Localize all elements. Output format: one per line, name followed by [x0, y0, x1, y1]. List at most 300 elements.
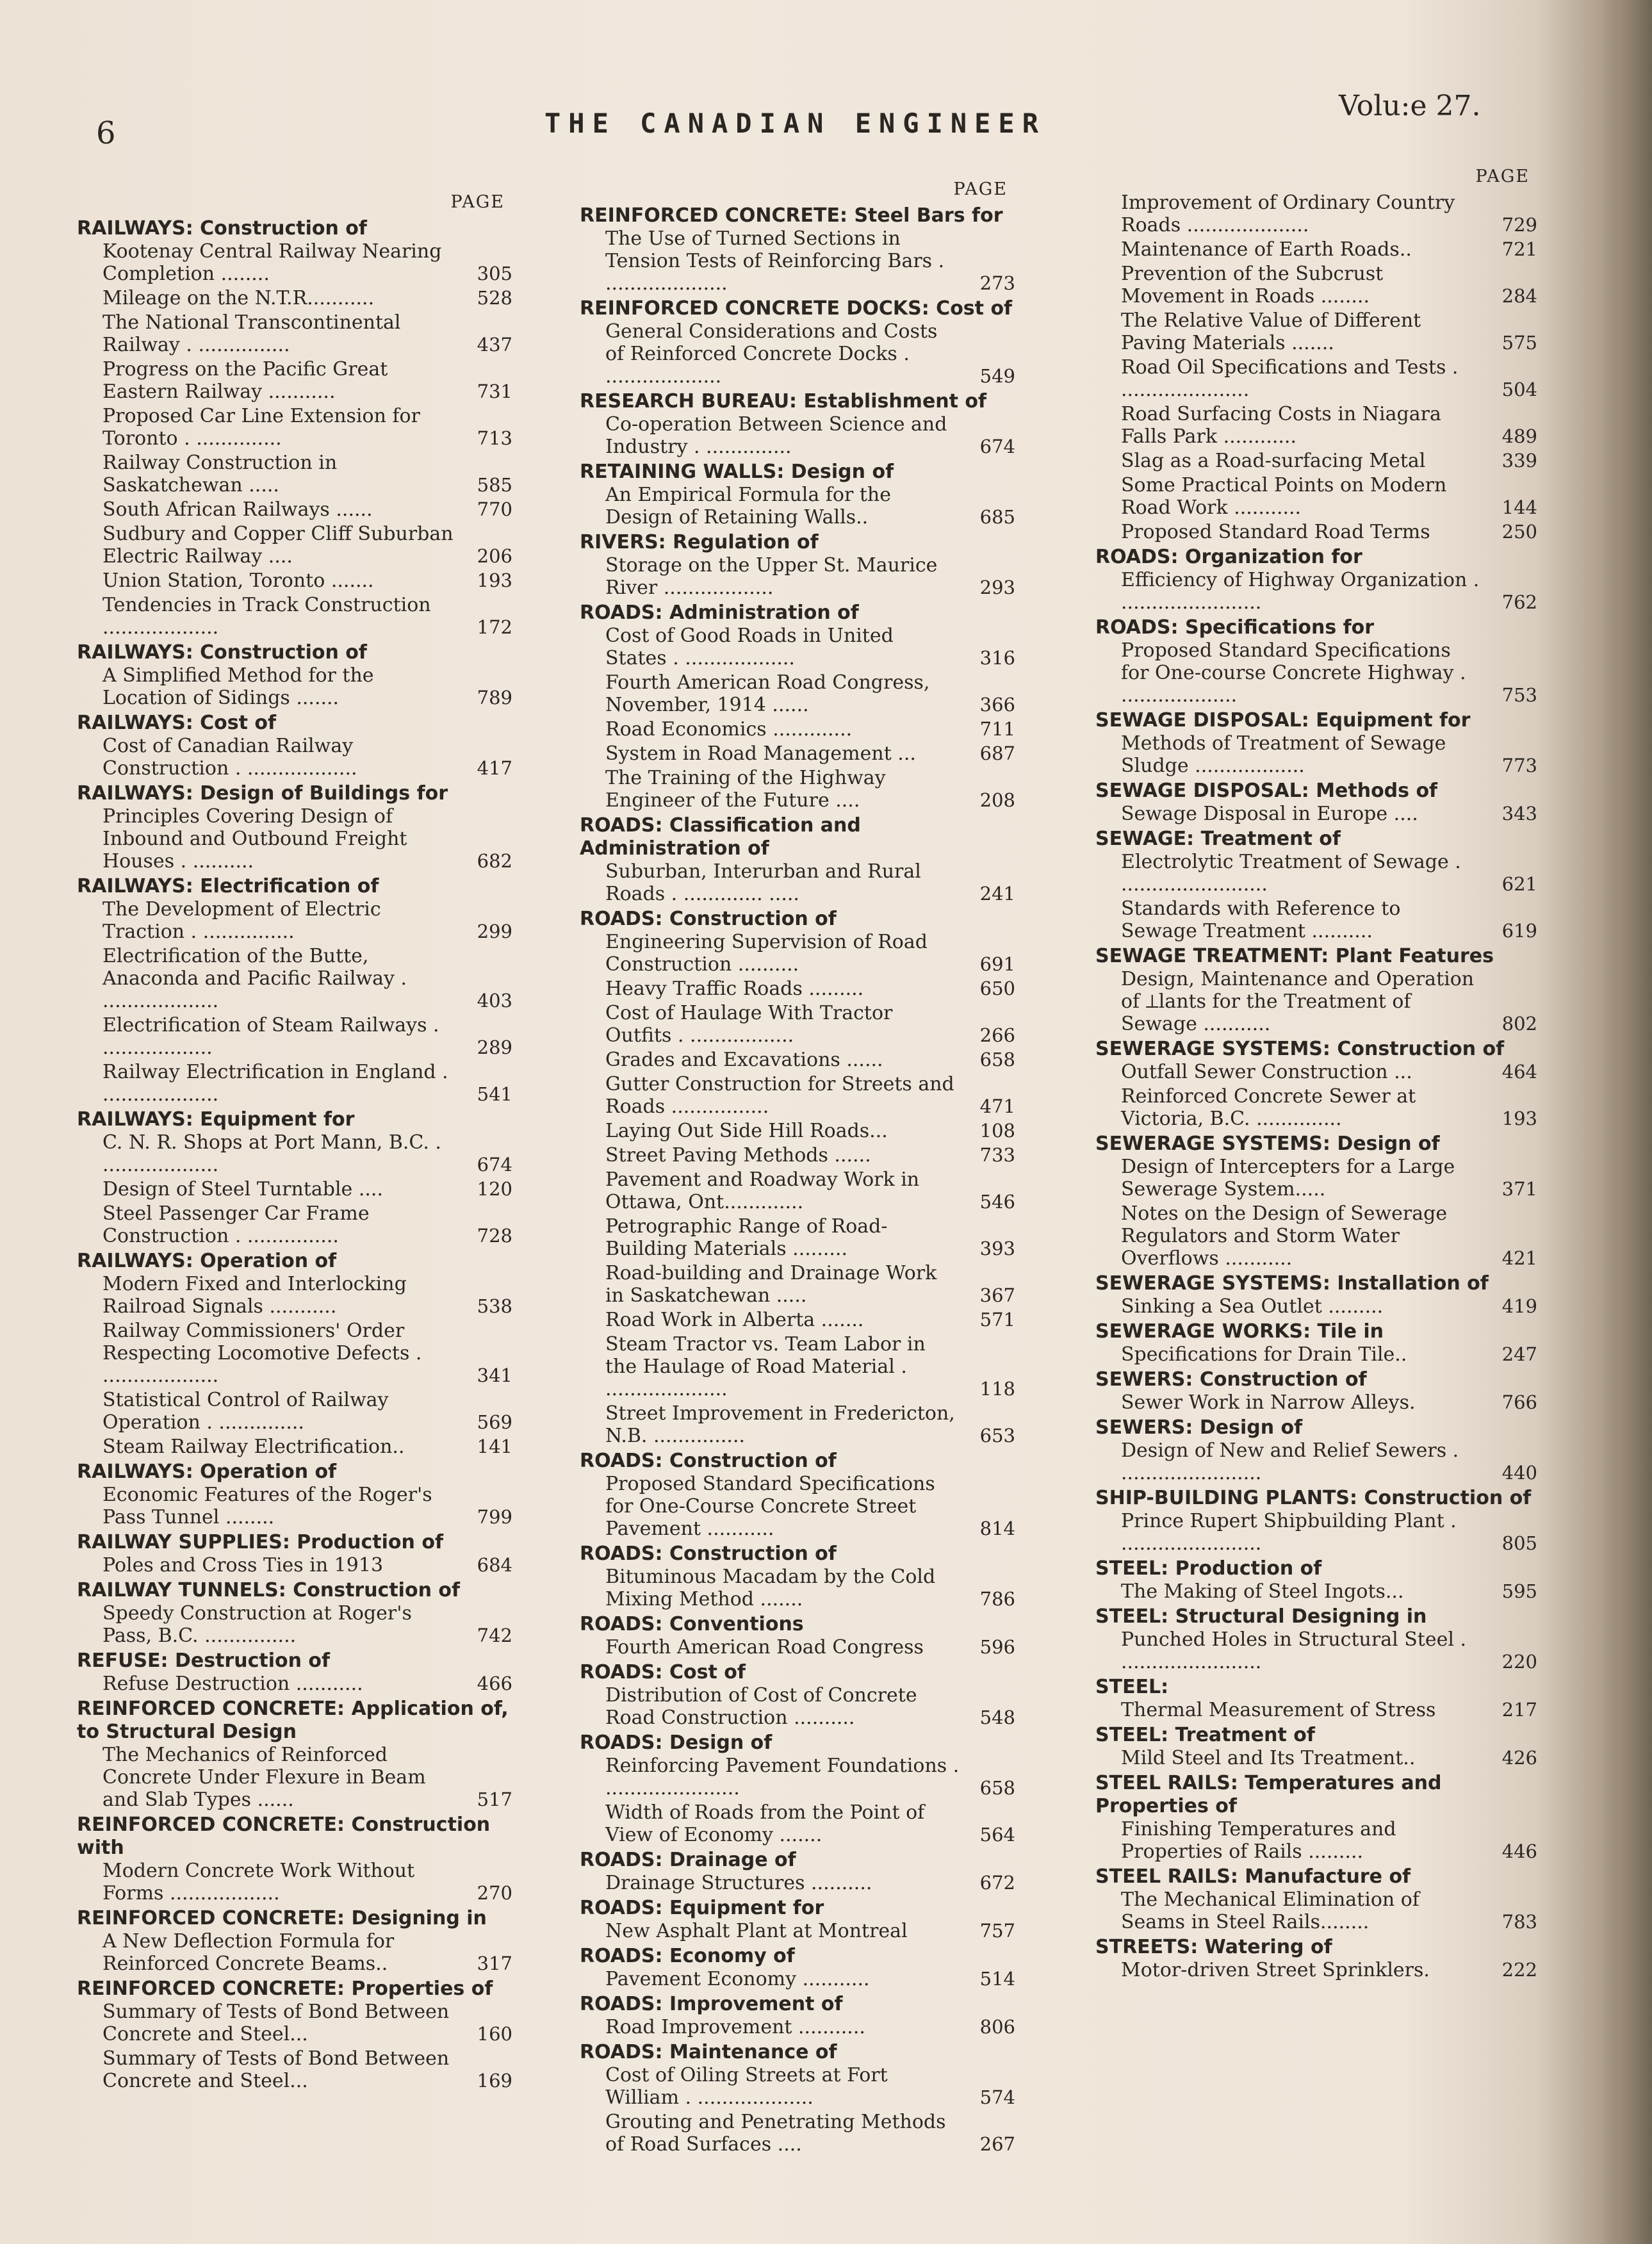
index-heading: REINFORCED CONCRETE DOCKS: Cost of: [580, 297, 1013, 320]
index-entry: [580, 1801, 1015, 1846]
entry-page-number: 789: [477, 687, 512, 708]
entry-page-number: 742: [477, 1625, 512, 1646]
index-entry: [580, 1144, 1015, 1167]
index-entry: [1095, 1888, 1537, 1933]
index-entry: [580, 767, 1015, 812]
entry-title: Road Surfacing Costs in Niagara Falls Park ............: [1121, 403, 1441, 448]
entry-title: Railway Construction in Saskatchewan .....: [102, 452, 338, 496]
index-entry: [580, 1473, 1015, 1540]
index-entry: [77, 1860, 512, 1904]
volume-label: Volu:e 27.: [1339, 90, 1481, 122]
index-entry: [77, 498, 512, 521]
entry-page-number: 783: [1501, 1911, 1537, 1933]
entry-page-number: 316: [979, 647, 1015, 669]
entry-title: Proposed Standard Road Terms: [1121, 521, 1430, 543]
index-heading: ROADS: Organization for: [1095, 546, 1362, 568]
entry-page-number: 371: [1501, 1178, 1537, 1200]
entry-page-number: 250: [1501, 521, 1537, 543]
index-column-2: [580, 179, 1015, 2158]
entry-title: Summary of Tests of Bond Between Concrete and Steel...: [102, 2047, 450, 2092]
entry-page-number: 619: [1501, 920, 1537, 942]
index-entry: [580, 554, 1015, 599]
entry-page-number: 753: [1501, 684, 1537, 706]
index-entry: [77, 805, 512, 872]
entry-title: Proposed Standard Specifications for One-course Concrete Highway . ...................: [1121, 639, 1466, 707]
index-heading: RAILWAYS: Construction of: [77, 217, 367, 240]
index-entry: [1095, 1959, 1537, 1981]
entry-title: Reinforcing Pavement Foundations . ......................: [605, 1755, 960, 1799]
entry-title: Laying Out Side Hill Roads...: [605, 1120, 888, 1142]
index-heading: STEEL: Treatment of: [1095, 1724, 1315, 1746]
entry-title: South African Railways ......: [102, 498, 373, 521]
index-heading: RAILWAY TUNNELS: Construction of: [77, 1579, 461, 1601]
entry-page-number: 144: [1501, 496, 1537, 518]
index-heading: STEEL:: [1095, 1676, 1169, 1698]
index-entry: [77, 452, 512, 496]
journal-title: THE CANADIAN ENGINEER: [544, 108, 1047, 139]
entry-page-number: 426: [1501, 1747, 1537, 1769]
entry-title: Fourth American Road Congress: [605, 1636, 924, 1658]
entry-title: Cost of Canadian Railway Construction . ..................: [102, 735, 357, 780]
index-heading: RAILWAYS: Cost of: [77, 712, 277, 734]
entry-title: Improvement of Ordinary Country Roads ....................: [1121, 192, 1455, 236]
index-heading: SEWAGE DISPOSAL: Equipment for: [1095, 709, 1471, 732]
index-heading: REINFORCED CONCRETE: Designing in: [77, 1907, 487, 1929]
index-entry: [580, 2016, 1015, 2038]
index-entry: [1095, 474, 1537, 519]
index-heading: SEWAGE DISPOSAL: Methods of: [1095, 780, 1438, 802]
entry-page-number: 222: [1501, 1959, 1537, 1981]
entry-page-number: 270: [477, 1882, 512, 1904]
entry-page-number: 575: [1501, 332, 1537, 354]
entry-page-number: 814: [979, 1518, 1015, 1539]
entry-title: Gutter Construction for Streets and Roads ................: [605, 1073, 954, 1118]
index-heading: RAILWAYS: Electrification of: [77, 875, 379, 897]
entry-page-number: 160: [477, 2023, 512, 2045]
index-entry: [580, 1402, 1015, 1447]
entry-page-number: 728: [477, 1225, 512, 1247]
entry-title: Outfall Sewer Construction ...: [1121, 1061, 1412, 1083]
index-entry: [580, 484, 1015, 528]
entry-title: Sinking a Sea Outlet .........: [1121, 1295, 1384, 1318]
entry-title: Road Oil Specifications and Tests . .....................: [1121, 356, 1459, 401]
index-heading: RAILWAYS: Design of Buildings for: [77, 782, 448, 805]
entry-page-number: 417: [477, 757, 512, 779]
entry-page-number: 799: [477, 1506, 512, 1528]
entry-title: Refuse Destruction ...........: [102, 1673, 363, 1695]
entry-title: Steam Railway Electrification..: [102, 1436, 405, 1458]
entry-title: Steel Passenger Car Frame Construction . ...............: [102, 1202, 370, 1247]
entry-page-number: 687: [979, 742, 1015, 764]
index-entry: [1095, 238, 1537, 261]
index-entry: [77, 1061, 512, 1106]
entry-page-number: 299: [477, 921, 512, 942]
index-entry: [77, 2001, 512, 2045]
entry-title: The Mechanical Elimination of Seams in Steel Rails........: [1121, 1888, 1419, 1933]
entry-page-number: 596: [979, 1636, 1015, 1658]
index-heading: REFUSE: Destruction of: [77, 1650, 331, 1672]
index-heading: RAILWAYS: Equipment for: [77, 1108, 355, 1131]
entry-title: Kootenay Central Railway Nearing Completion ........: [102, 240, 442, 285]
entry-title: The Relative Value of Different Paving Materials .......: [1121, 309, 1421, 354]
index-entry: [1095, 1391, 1537, 1414]
entry-page-number: 674: [477, 1154, 512, 1175]
entry-page-number: 517: [477, 1789, 512, 1810]
index-entry: [77, 1131, 512, 1176]
index-column-1: [77, 192, 512, 2094]
page-column-label: PAGE: [450, 192, 505, 212]
entry-title: Proposed Standard Specifications for One-Course Concrete Street Pavement ...........: [605, 1473, 935, 1540]
entry-page-number: 528: [477, 287, 512, 309]
index-entry: [1095, 309, 1537, 354]
entry-page-number: 541: [477, 1083, 512, 1105]
index-entry: [77, 1178, 512, 1200]
entry-title: Co-operation Between Science and Industry . ..............: [605, 413, 947, 458]
entry-title: Statistical Control of Railway Operation . ..............: [102, 1389, 389, 1434]
index-entry: [77, 1273, 512, 1318]
entry-title: Fourth American Road Congress, November, 1914 ......: [605, 671, 930, 716]
entry-page-number: 549: [979, 365, 1015, 387]
index-entry: [580, 1262, 1015, 1307]
entry-title: The Development of Electric Traction . ...............: [102, 898, 381, 943]
index-entry: [1095, 356, 1537, 401]
page-number: 6: [96, 115, 116, 151]
entry-page-number: 650: [979, 978, 1015, 999]
index-entry: [580, 413, 1015, 458]
entry-title: Poles and Cross Ties in 1913: [102, 1554, 384, 1577]
entry-title: Maintenance of Earth Roads..: [1121, 238, 1412, 261]
index-heading: REINFORCED CONCRETE: Properties of: [77, 1978, 493, 2000]
entry-page-number: 118: [979, 1378, 1015, 1400]
entry-page-number: 721: [1501, 238, 1537, 260]
index-entry: [77, 1202, 512, 1247]
entry-title: Drainage Structures ..........: [605, 1872, 872, 1894]
entry-page-number: 343: [1501, 803, 1537, 824]
entry-page-number: 564: [979, 1824, 1015, 1846]
entry-page-number: 672: [979, 1872, 1015, 1894]
entry-page-number: 569: [477, 1411, 512, 1433]
index-heading: STEEL RAILS: Manufacture of: [1095, 1865, 1411, 1888]
index-entry: [77, 1554, 512, 1577]
entry-title: Engineering Supervision of Road Construction ..........: [605, 931, 928, 976]
entry-page-number: 293: [979, 577, 1015, 598]
index-heading: ROADS: Conventions: [580, 1613, 804, 1635]
entry-page-number: 437: [477, 334, 512, 356]
index-entry: [1095, 450, 1537, 472]
entry-page-number: 273: [979, 272, 1015, 294]
index-heading: REINFORCED CONCRETE: Construction with: [77, 1814, 491, 1859]
entry-title: Progress on the Pacific Great Eastern Railway ...........: [102, 358, 388, 403]
index-entry: [77, 945, 512, 1012]
index-entry: [580, 625, 1015, 669]
index-entry: [580, 1684, 1015, 1729]
entry-title: Distribution of Cost of Concrete Road Construction ..........: [605, 1684, 917, 1729]
entry-title: The Use of Turned Sections in Tension Tests of Reinforcing Bars . ....................: [605, 227, 945, 295]
index-heading: SEWERS: Design of: [1095, 1416, 1303, 1439]
entry-page-number: 169: [477, 2070, 512, 2092]
index-heading: ROADS: Administration of: [580, 602, 859, 624]
index-entry: [580, 227, 1015, 295]
entry-title: Design of Steel Turntable ....: [102, 1178, 383, 1200]
entry-title: Speedy Construction at Roger's Pass, B.C. ...............: [102, 1602, 412, 1647]
index-heading: ROADS: Equipment for: [580, 1897, 824, 1919]
entry-title: Thermal Measurement of Stress: [1121, 1699, 1436, 1721]
index-heading: ROADS: Construction of: [580, 908, 837, 930]
entry-page-number: 733: [979, 1144, 1015, 1166]
index-entry: [77, 735, 512, 780]
index-heading: SHIP-BUILDING PLANTS: Construction of: [1095, 1487, 1532, 1509]
entry-title: Motor-driven Street Sprinklers.: [1121, 1959, 1430, 1981]
index-heading: STEEL: Production of: [1095, 1557, 1322, 1580]
entry-title: Sewage Disposal in Europe ....: [1121, 803, 1418, 825]
index-heading: RAILWAYS: Construction of: [77, 641, 367, 664]
entry-title: Finishing Temperatures and Properties of Rails .........: [1121, 1818, 1396, 1863]
entry-page-number: 786: [979, 1588, 1015, 1610]
entry-title: Street Paving Methods ......: [605, 1144, 871, 1167]
page-column-label: PAGE: [1475, 167, 1530, 186]
entry-title: Notes on the Design of Sewerage Regulators and Storm Water Overflows ...........: [1121, 1202, 1448, 1270]
index-entry: [1095, 1747, 1537, 1769]
entry-title: Slag as a Road-surfacing Metal: [1121, 450, 1426, 472]
entry-page-number: 653: [979, 1425, 1015, 1446]
index-heading: ROADS: Construction of: [580, 1450, 837, 1472]
index-heading: REINFORCED CONCRETE: Application of, to Structural Design: [77, 1698, 509, 1743]
entry-page-number: 713: [477, 427, 512, 449]
entry-page-number: 805: [1501, 1532, 1537, 1554]
index-heading: ROADS: Classification and Administration of: [580, 814, 861, 860]
entry-title: Road-building and Drainage Work in Saskatchewan .....: [605, 1262, 937, 1307]
entry-title: Heavy Traffic Roads .........: [605, 978, 864, 1000]
index-entry: [77, 664, 512, 709]
entry-title: Road Work in Alberta .......: [605, 1309, 864, 1331]
index-entry: [580, 1073, 1015, 1118]
entry-page-number: 241: [979, 883, 1015, 905]
entry-page-number: 266: [979, 1024, 1015, 1046]
entry-page-number: 548: [979, 1707, 1015, 1728]
entry-title: A New Deflection Formula for Reinforced Concrete Beams..: [102, 1930, 395, 1975]
entry-page-number: 571: [979, 1309, 1015, 1331]
entry-title: Tendencies in Track Construction ...................: [102, 594, 431, 639]
entry-title: Bituminous Macadam by the Cold Mixing Method .......: [605, 1566, 936, 1610]
index-heading: RIVERS: Regulation of: [580, 531, 819, 553]
index-entry: [1095, 1439, 1537, 1484]
index-entry: [1095, 1818, 1537, 1863]
index-heading: SEWERAGE SYSTEMS: Design of: [1095, 1133, 1440, 1155]
index-entry: [1095, 897, 1537, 942]
page-column-label: PAGE: [953, 179, 1008, 199]
entry-page-number: 341: [477, 1364, 512, 1386]
index-entry: [1095, 803, 1537, 825]
entry-page-number: 367: [979, 1284, 1015, 1306]
entry-title: Principles Covering Design of Inbound and Outbound Freight Houses . ..........: [102, 805, 407, 872]
entry-page-number: 504: [1501, 379, 1537, 400]
entry-page-number: 284: [1501, 285, 1537, 307]
entry-page-number: 546: [979, 1191, 1015, 1213]
entry-title: Pavement and Roadway Work in Ottawa, Ont.............: [605, 1168, 920, 1213]
entry-title: Steam Tractor vs. Team Labor in the Haulage of Road Material . ....................: [605, 1333, 926, 1400]
index-heading: SEWERAGE WORKS: Tile in: [1095, 1320, 1384, 1343]
entry-page-number: 339: [1501, 450, 1537, 471]
entry-page-number: 574: [979, 2086, 1015, 2108]
entry-page-number: 108: [979, 1120, 1015, 1142]
entry-page-number: 729: [1501, 214, 1537, 236]
entry-title: The Making of Steel Ingots...: [1121, 1580, 1404, 1603]
index-entry: [580, 931, 1015, 976]
index-entry: [1095, 1510, 1537, 1555]
entry-title: Methods of Treatment of Sewage Sludge ..................: [1121, 732, 1446, 777]
entry-title: New Asphalt Plant at Montreal: [605, 1920, 908, 1942]
index-entry: [77, 1320, 512, 1387]
entry-page-number: 466: [477, 1673, 512, 1694]
entry-page-number: 770: [477, 498, 512, 520]
entry-page-number: 806: [979, 2016, 1015, 2038]
index-heading: ROADS: Drainage of: [580, 1849, 796, 1871]
index-entry: [580, 671, 1015, 716]
entry-title: Pavement Economy ...........: [605, 1968, 870, 1990]
entry-page-number: 419: [1501, 1295, 1537, 1317]
index-entry: [77, 1930, 512, 1975]
entry-title: Cost of Haulage With Tractor Outfits . .................: [605, 1002, 893, 1047]
index-entry: [1095, 1156, 1537, 1200]
entry-title: Suburban, Interurban and Rural Roads . ............. .....: [605, 860, 921, 905]
index-entry: [1095, 1085, 1537, 1130]
entry-title: Proposed Car Line Extension for Toronto . ..............: [102, 405, 420, 450]
entry-title: Street Improvement in Fredericton, N.B. ...............: [605, 1402, 955, 1447]
index-entry: [580, 718, 1015, 741]
entry-title: Modern Concrete Work Without Forms ..................: [102, 1860, 415, 1904]
index-entry: [77, 523, 512, 568]
entry-page-number: 366: [979, 694, 1015, 716]
index-heading: STEEL RAILS: Temperatures and Properties of: [1095, 1772, 1442, 1817]
index-entry: [1095, 732, 1537, 777]
entry-page-number: 446: [1501, 1840, 1537, 1862]
entry-page-number: 684: [477, 1554, 512, 1576]
index-heading: ROADS: Specifications for: [1095, 616, 1375, 639]
entry-title: Cost of Good Roads in United States . ..................: [605, 625, 894, 669]
index-entry: [77, 1673, 512, 1695]
entry-title: Mild Steel and Its Treatment..: [1121, 1747, 1416, 1769]
entry-title: Width of Roads from the Point of View of Economy .......: [605, 1801, 925, 1846]
index-entry: [580, 1636, 1015, 1658]
entry-page-number: 711: [979, 718, 1015, 740]
entry-title: Road Improvement ...........: [605, 2016, 865, 2038]
entry-page-number: 464: [1501, 1061, 1537, 1083]
entry-title: Summary of Tests of Bond Between Concrete and Steel...: [102, 2001, 450, 2045]
entry-page-number: 757: [979, 1920, 1015, 1942]
entry-title: Sewer Work in Narrow Alleys.: [1121, 1391, 1416, 1414]
index-entry: [580, 1333, 1015, 1400]
entry-title: Efficiency of Highway Organization . .......................: [1121, 569, 1480, 614]
index-entry: [77, 594, 512, 639]
index-entry: [580, 1872, 1015, 1894]
index-heading: STEEL: Structural Designing in: [1095, 1605, 1427, 1628]
entry-title: Electrification of Steam Railways . ..................: [102, 1014, 439, 1059]
entry-title: A Simplified Method for the Location of Sidings .......: [102, 664, 374, 709]
index-entry: [77, 240, 512, 285]
index-entry: [580, 1920, 1015, 1942]
entry-title: Railway Electrification in England . ...................: [102, 1061, 448, 1106]
index-entry: [580, 1168, 1015, 1213]
entry-page-number: 731: [477, 381, 512, 402]
index-entry: [1095, 1699, 1537, 1721]
index-entry: [1095, 1061, 1537, 1083]
index-heading: STREETS: Watering of: [1095, 1936, 1332, 1958]
entry-page-number: 247: [1501, 1343, 1537, 1365]
entry-title: An Empirical Formula for the Design of Retaining Walls..: [605, 484, 891, 528]
index-entry: [1095, 403, 1537, 448]
index-entry: [1095, 851, 1537, 896]
index-entry: [77, 358, 512, 403]
entry-page-number: 403: [477, 990, 512, 1011]
index-entry: [1095, 968, 1537, 1035]
entry-title: General Considerations and Costs of Reinforced Concrete Docks . ...................: [605, 320, 938, 388]
index-entry: [77, 2047, 512, 2092]
entry-page-number: 762: [1501, 591, 1537, 613]
index-entry: [77, 1484, 512, 1528]
index-entry: [580, 860, 1015, 905]
entry-title: Railway Commissioners' Order Respecting Locomotive Defects . ...................: [102, 1320, 422, 1387]
entry-title: Petrographic Range of Road-Building Materials .........: [605, 1215, 888, 1260]
index-heading: ROADS: Design of: [580, 1732, 773, 1754]
index-heading: RETAINING WALLS: Design of: [580, 461, 894, 483]
index-entry: [77, 405, 512, 450]
index-entry: [1095, 1628, 1537, 1673]
entry-title: Modern Fixed and Interlocking Railroad Signals ...........: [102, 1273, 407, 1318]
entry-title: Reinforced Concrete Sewer at Victoria, B.C. ..............: [1121, 1085, 1416, 1130]
entry-title: Design of Intercepters for a Large Sewerage System.....: [1121, 1156, 1455, 1200]
entry-page-number: 773: [1501, 755, 1537, 776]
index-heading: SEWAGE: Treatment of: [1095, 828, 1341, 850]
entry-page-number: 267: [979, 2133, 1015, 2155]
entry-title: Prevention of the Subcrust Movement in Roads ........: [1121, 263, 1384, 307]
entry-title: The Training of the Highway Engineer of the Future ....: [605, 767, 886, 812]
index-entry: [1095, 1295, 1537, 1318]
entry-title: Sudbury and Copper Cliff Suburban Electric Railway ....: [102, 523, 454, 568]
index-entry: [580, 1002, 1015, 1047]
index-entry: [77, 1389, 512, 1434]
index-heading: SEWERAGE SYSTEMS: Construction of: [1095, 1038, 1505, 1060]
entry-page-number: 193: [1501, 1108, 1537, 1129]
entry-title: Specifications for Drain Tile..: [1121, 1343, 1407, 1366]
entry-title: The National Transcontinental Railway . ...............: [102, 311, 401, 356]
index-entry: [1095, 1343, 1537, 1366]
entry-title: Punched Holes in Structural Steel . .......................: [1121, 1628, 1466, 1673]
index-entry: [1095, 521, 1537, 543]
entry-page-number: 489: [1501, 425, 1537, 447]
entry-page-number: 685: [979, 506, 1015, 528]
entry-page-number: 658: [979, 1777, 1015, 1799]
entry-page-number: 289: [477, 1036, 512, 1058]
entry-title: Electrolytic Treatment of Sewage . ........................: [1121, 851, 1461, 896]
index-column-3: [1095, 167, 1537, 1983]
entry-page-number: 393: [979, 1238, 1015, 1259]
entry-page-number: 317: [477, 1953, 512, 1974]
entry-title: Standards with Reference to Sewage Treatment ..........: [1121, 897, 1401, 942]
entry-page-number: 120: [477, 1178, 512, 1200]
index-entry: [77, 287, 512, 309]
entry-title: Road Economics .............: [605, 718, 853, 741]
index-entry: [580, 1215, 1015, 1260]
entry-title: Grouting and Penetrating Methods of Road Surfaces ....: [605, 2111, 946, 2156]
index-heading: ROADS: Maintenance of: [580, 2041, 837, 2063]
entry-page-number: 208: [979, 789, 1015, 811]
entry-title: C. N. R. Shops at Port Mann, B.C. . ...................: [102, 1131, 441, 1176]
entry-title: Mileage on the N.T.R...........: [102, 287, 375, 309]
entry-page-number: 766: [1501, 1391, 1537, 1413]
index-entry: [1095, 1202, 1537, 1270]
index-entry: [580, 742, 1015, 765]
index-entry: [580, 2064, 1015, 2109]
